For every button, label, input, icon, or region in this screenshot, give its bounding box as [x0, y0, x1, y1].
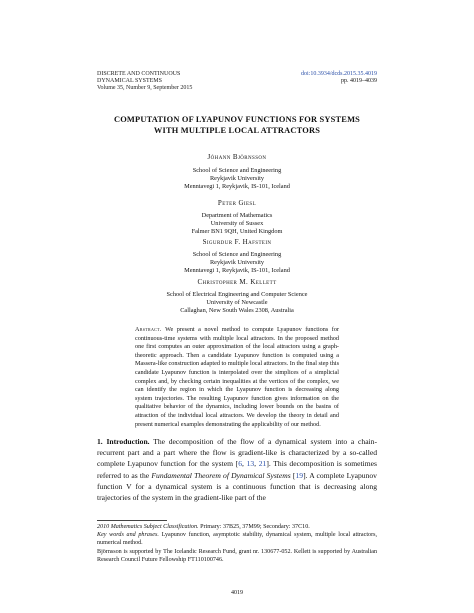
affiliation-line: University of Sussex: [210, 220, 264, 227]
doi-block: [301, 71, 377, 85]
affiliation-line: School of Science and Engineering: [192, 251, 282, 258]
journal-info: [97, 71, 192, 92]
author-block-1: [97, 153, 377, 191]
author-block-4: [97, 278, 377, 315]
journal-volume: Volume 35, Number 9, September 2015: [97, 85, 193, 91]
affiliation-line: Menntavegi 1, Reykjavik, IS-101, Iceland: [184, 183, 290, 190]
intro-text: ]. This decomposition is sometimes referred to as the: [97, 459, 378, 480]
doi-link[interactable]: doi:10.3934/dcds.2015.35.4019: [301, 71, 377, 77]
citation-separator: ,: [242, 459, 247, 469]
affiliation-line: Menntavegi 1, Reykjavik, IS-101, Iceland: [184, 267, 290, 274]
intro-text: ]. A complete Lyapunov function V for a dynamical system is a continuous function that is decreasing along trajectories of the system in the gradient-like part of the: [97, 470, 377, 503]
journal-name-line1: DISCRETE AND CONTINUOUS: [97, 71, 181, 77]
msc-label: 2010 Mathematics Subject Classification.: [97, 524, 199, 530]
intro-text: The decomposition of the flow of a dynamical system into a chain-recurrent part and a part where the flow is gradient-like is characterized by a so-called complete Lyapunov function for the system [: [97, 437, 377, 469]
msc-codes: Primary: 37B25, 37M99; Secondary: 37C10.: [200, 524, 310, 530]
title-line2: WITH MULTIPLE LOCAL ATTRACTORS: [153, 126, 321, 135]
affiliation-line: Reykjavik University: [209, 259, 265, 266]
page-range: pp. 4019–4039: [341, 78, 377, 84]
footnote-msc: [97, 524, 377, 532]
citation-separator: ,: [254, 459, 259, 469]
author-block-3: [97, 238, 377, 275]
abstract-label: Abstract.: [135, 326, 162, 333]
keywords-text: Lyapunov function, asymptotic stability, dynamical system, multiple local attractors, numerical method.: [97, 532, 377, 546]
affiliation-line: Falmer BN1 9QH, United Kingdom: [191, 228, 283, 235]
citation-link[interactable]: 19: [295, 470, 304, 480]
paper-title: [97, 114, 377, 136]
footnote-keywords: [97, 532, 377, 547]
abstract: [135, 326, 339, 429]
author-name: Jóhann Björnsson: [207, 153, 267, 161]
citation-link[interactable]: 21: [258, 459, 267, 469]
affiliation-line: Department of Mathematics: [201, 212, 273, 219]
section-number: 1.: [97, 437, 103, 446]
keywords-label: Key words and phrases.: [97, 532, 159, 538]
author-name: Christopher M. Kellett: [197, 278, 277, 286]
introduction-paragraph: [97, 436, 377, 503]
affiliation-line: University of Newcastle: [206, 299, 268, 306]
affiliation-line: Reykjavik University: [209, 175, 265, 182]
section-heading: Introduction.: [106, 437, 150, 446]
title-line1: COMPUTATION OF LYAPUNOV FUNCTIONS FOR SYSTEMS: [113, 115, 361, 124]
abstract-text: We present a novel method to compute Lyapunov functions for continuous-time systems with multiple local attractors. In the proposed method one first computes an outer approximation of the local attractors using a graph-theoretic approach. Then a candidate Lyapunov function is computed using a Massera-like construction adapted to multiple local attractors. In the final step this candidate Lyapunov function is interpolated over the simplices of a simplicial complex and, by checking certain inequalities at the vertices of the complex, we can identify the region in which the Lyapunov function is decreasing along system trajectories. The resulting Lyapunov function gives information on the qualitative behavior of the dynamics, including lower bounds on the basins of attraction of the individual local attractors. We develop the theory in detail and present numerical examples demonstrating the applicability of our method.: [135, 326, 339, 428]
journal-name-line2: DYNAMICAL SYSTEMS: [97, 78, 162, 84]
funding-text: Björnsson is supported by The Icelandic Research Fund, grant nr. 130677-052. Kellett is supported by Australian Research Council Future Fellowship FT110100746.: [97, 549, 377, 563]
author-name: Peter Giesl: [217, 199, 257, 207]
author-name: Sigurdur F. Hafstein: [202, 238, 272, 246]
affiliation-line: Callaghan, New South Wales 2308, Australia: [180, 307, 294, 314]
author-block-2: [97, 199, 377, 236]
affiliation-line: School of Science and Engineering: [192, 167, 282, 174]
citation-link[interactable]: 6: [238, 459, 243, 469]
intro-text: [: [290, 470, 296, 480]
footnote-rule: [97, 520, 167, 521]
citation-link[interactable]: 13: [246, 459, 255, 469]
footnote-funding: [97, 549, 377, 564]
intro-emphasis: Fundamental Theorem of Dynamical Systems: [151, 470, 291, 480]
page-number: 4019: [231, 590, 243, 596]
affiliation-line: School of Electrical Engineering and Computer Science: [166, 291, 308, 298]
